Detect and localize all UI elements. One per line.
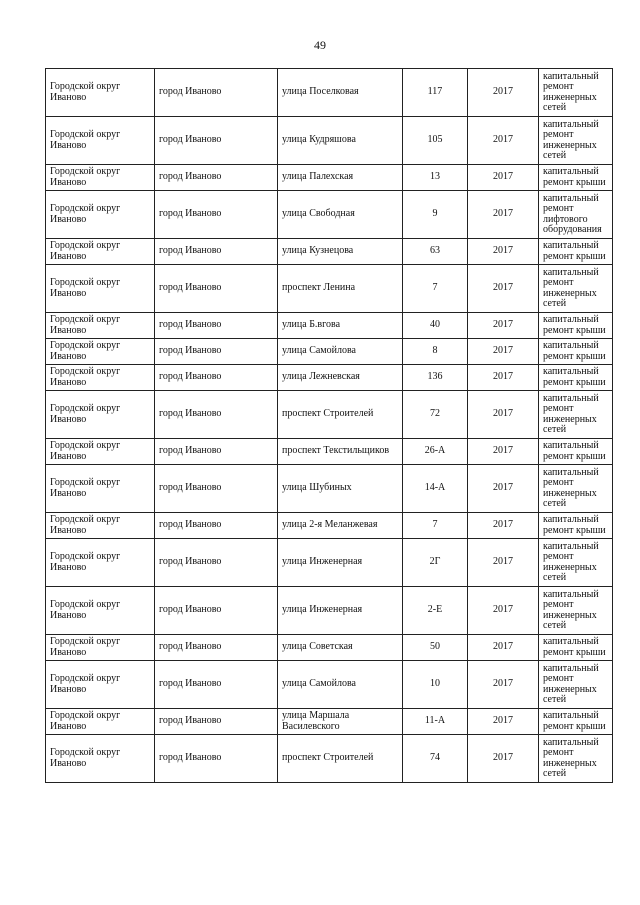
street-cell: улица Самойлова (278, 339, 403, 365)
work-type-cell: капитальный ремонт инженерных сетей (539, 391, 613, 439)
page-number: 49 (314, 38, 326, 52)
city-cell: город Иваново (155, 635, 278, 661)
year-cell: 2017 (468, 239, 539, 265)
city-cell: город Иваново (155, 439, 278, 465)
municipal-district-cell: Городской округ Иваново (46, 313, 155, 339)
work-type-cell: капитальный ремонт лифтового оборудования (539, 191, 613, 239)
city-cell: город Иваново (155, 339, 278, 365)
table-row (46, 635, 613, 661)
municipal-district-cell: Городской округ Иваново (46, 709, 155, 735)
house-number-cell: 10 (403, 661, 468, 709)
municipal-district-cell: Городской округ Иваново (46, 587, 155, 635)
street-cell: проспект Строителей (278, 391, 403, 439)
table-row (46, 709, 613, 735)
year-cell: 2017 (468, 539, 539, 587)
work-type-cell: капитальный ремонт крыши (539, 439, 613, 465)
house-number-cell: 9 (403, 191, 468, 239)
city-cell: город Иваново (155, 165, 278, 191)
work-type-cell: капитальный ремонт инженерных сетей (539, 587, 613, 635)
house-number-cell: 26-А (403, 439, 468, 465)
municipal-district-cell: Городской округ Иваново (46, 391, 155, 439)
municipal-district-cell: Городской округ Иваново (46, 539, 155, 587)
city-cell: город Иваново (155, 391, 278, 439)
house-number-cell: 11-А (403, 709, 468, 735)
house-number-cell: 2-Е (403, 587, 468, 635)
year-cell: 2017 (468, 265, 539, 313)
house-number-cell: 40 (403, 313, 468, 339)
street-cell: проспект Ленина (278, 265, 403, 313)
work-type-cell: капитальный ремонт инженерных сетей (539, 539, 613, 587)
street-cell: проспект Текстильщиков (278, 439, 403, 465)
city-cell: город Иваново (155, 539, 278, 587)
city-cell: город Иваново (155, 265, 278, 313)
municipal-district-cell: Городской округ Иваново (46, 465, 155, 513)
table-row (46, 439, 613, 465)
municipal-district-cell: Городской округ Иваново (46, 735, 155, 783)
city-cell: город Иваново (155, 587, 278, 635)
year-cell: 2017 (468, 635, 539, 661)
street-cell: улица Б.вгова (278, 313, 403, 339)
table-row (46, 365, 613, 391)
municipal-district-cell: Городской округ Иваново (46, 165, 155, 191)
city-cell: город Иваново (155, 365, 278, 391)
table-row (46, 117, 613, 165)
city-cell: город Иваново (155, 661, 278, 709)
year-cell: 2017 (468, 661, 539, 709)
street-cell: улица Кузнецова (278, 239, 403, 265)
city-cell: город Иваново (155, 117, 278, 165)
work-type-cell: капитальный ремонт крыши (539, 365, 613, 391)
city-cell: город Иваново (155, 735, 278, 783)
table-row (46, 265, 613, 313)
house-number-cell: 2Г (403, 539, 468, 587)
table-row (46, 513, 613, 539)
city-cell: город Иваново (155, 313, 278, 339)
work-type-cell: капитальный ремонт инженерных сетей (539, 265, 613, 313)
street-cell: улица Инженерная (278, 539, 403, 587)
table-row (46, 191, 613, 239)
year-cell: 2017 (468, 339, 539, 365)
year-cell: 2017 (468, 117, 539, 165)
house-number-cell: 105 (403, 117, 468, 165)
work-type-cell: капитальный ремонт крыши (539, 513, 613, 539)
house-number-cell: 136 (403, 365, 468, 391)
municipal-district-cell: Городской округ Иваново (46, 265, 155, 313)
municipal-district-cell: Городской округ Иваново (46, 191, 155, 239)
year-cell: 2017 (468, 439, 539, 465)
work-type-cell: капитальный ремонт инженерных сетей (539, 465, 613, 513)
year-cell: 2017 (468, 391, 539, 439)
city-cell: город Иваново (155, 513, 278, 539)
street-cell: проспект Строителей (278, 735, 403, 783)
municipal-district-cell: Городской округ Иваново (46, 661, 155, 709)
municipal-district-cell: Городской округ Иваново (46, 69, 155, 117)
house-number-cell: 8 (403, 339, 468, 365)
work-type-cell: капитальный ремонт инженерных сетей (539, 117, 613, 165)
table-row (46, 313, 613, 339)
municipal-district-cell: Городской округ Иваново (46, 635, 155, 661)
year-cell: 2017 (468, 313, 539, 339)
year-cell: 2017 (468, 365, 539, 391)
house-number-cell: 14-А (403, 465, 468, 513)
table-row (46, 465, 613, 513)
year-cell: 2017 (468, 165, 539, 191)
work-type-cell: капитальный ремонт крыши (539, 165, 613, 191)
table-row (46, 165, 613, 191)
work-type-cell: капитальный ремонт крыши (539, 239, 613, 265)
year-cell: 2017 (468, 587, 539, 635)
municipal-district-cell: Городской округ Иваново (46, 239, 155, 265)
street-cell: улица Поселковая (278, 69, 403, 117)
table-row (46, 339, 613, 365)
work-type-cell: капитальный ремонт крыши (539, 709, 613, 735)
table-row (46, 539, 613, 587)
municipal-district-cell: Городской округ Иваново (46, 339, 155, 365)
work-type-cell: капитальный ремонт крыши (539, 339, 613, 365)
table-row (46, 239, 613, 265)
repair-registry-table (45, 68, 613, 783)
table-row (46, 735, 613, 783)
street-cell: улица Советская (278, 635, 403, 661)
table-row (46, 391, 613, 439)
house-number-cell: 117 (403, 69, 468, 117)
year-cell: 2017 (468, 709, 539, 735)
work-type-cell: капитальный ремонт инженерных сетей (539, 661, 613, 709)
year-cell: 2017 (468, 69, 539, 117)
year-cell: 2017 (468, 735, 539, 783)
street-cell: улица Лежневская (278, 365, 403, 391)
municipal-district-cell: Городской округ Иваново (46, 117, 155, 165)
house-number-cell: 72 (403, 391, 468, 439)
work-type-cell: капитальный ремонт крыши (539, 635, 613, 661)
table-row (46, 661, 613, 709)
street-cell: улица Маршала Василевского (278, 709, 403, 735)
street-cell: улица Инженерная (278, 587, 403, 635)
street-cell: улица Самойлова (278, 661, 403, 709)
year-cell: 2017 (468, 191, 539, 239)
house-number-cell: 50 (403, 635, 468, 661)
street-cell: улица Свободная (278, 191, 403, 239)
street-cell: улица Кудряшова (278, 117, 403, 165)
city-cell: город Иваново (155, 709, 278, 735)
city-cell: город Иваново (155, 239, 278, 265)
year-cell: 2017 (468, 513, 539, 539)
house-number-cell: 63 (403, 239, 468, 265)
city-cell: город Иваново (155, 465, 278, 513)
city-cell: город Иваново (155, 69, 278, 117)
year-cell: 2017 (468, 465, 539, 513)
street-cell: улица Шубиных (278, 465, 403, 513)
municipal-district-cell: Городской округ Иваново (46, 439, 155, 465)
city-cell: город Иваново (155, 191, 278, 239)
municipal-district-cell: Городской округ Иваново (46, 513, 155, 539)
house-number-cell: 7 (403, 513, 468, 539)
table-row (46, 69, 613, 117)
house-number-cell: 7 (403, 265, 468, 313)
house-number-cell: 74 (403, 735, 468, 783)
work-type-cell: капитальный ремонт инженерных сетей (539, 735, 613, 783)
work-type-cell: капитальный ремонт инженерных сетей (539, 69, 613, 117)
house-number-cell: 13 (403, 165, 468, 191)
work-type-cell: капитальный ремонт крыши (539, 313, 613, 339)
registry-table-body (46, 69, 613, 783)
street-cell: улица Палехская (278, 165, 403, 191)
table-row (46, 587, 613, 635)
street-cell: улица 2-я Меланжевая (278, 513, 403, 539)
municipal-district-cell: Городской округ Иваново (46, 365, 155, 391)
